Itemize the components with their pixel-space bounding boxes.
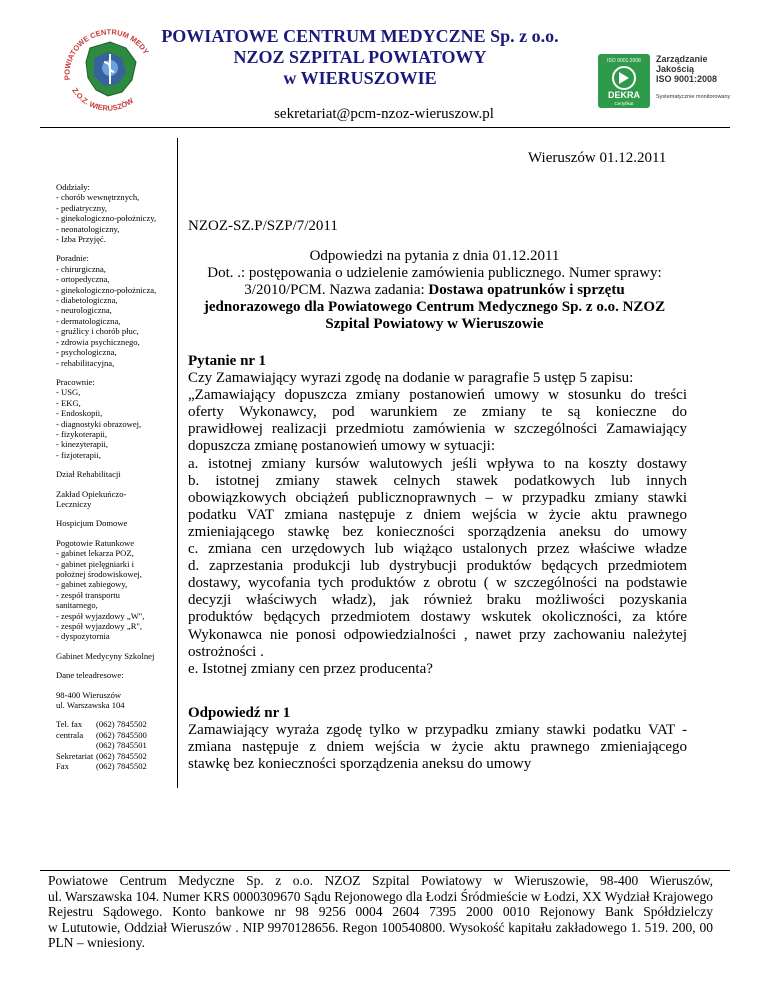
- heading-line-3: [182, 282, 687, 299]
- list-line: - zespół wyjazdowy „R",: [56, 621, 143, 632]
- contact-label: Dane teleadresowe:: [56, 670, 124, 681]
- text-line: PLN – wniesiony.: [48, 935, 145, 951]
- contact-label: Fax: [56, 761, 69, 772]
- list-line: - gabinet lekarza POZ,: [56, 548, 134, 559]
- text-line: dopuszcza zmianę postanowień umowy w sytuacji:: [188, 438, 496, 455]
- text-line: d. zaprzestania produkcji lub dystrybucji produktów będących przedmiotem: [188, 558, 687, 575]
- emergency-list: [56, 538, 174, 642]
- text-line: stawkę bez konieczności sporządzenia aneksu do umowy: [188, 756, 532, 772]
- footer-divider: [40, 870, 730, 871]
- question-1-body: [188, 370, 687, 678]
- cert-line-4: Systematycznie monitorowany: [656, 94, 731, 100]
- text-line: zmieniającego stawkę bez konieczności sporządzenia aneksu do umowy: [188, 523, 687, 540]
- clinics-list: [56, 253, 174, 367]
- list-line: - zespół transportu: [56, 589, 120, 600]
- list-line: Zakład Opiekuńczo-: [56, 488, 127, 499]
- list-line: - Endoskopii,: [56, 408, 103, 419]
- answer-1-title: Odpowiedź nr 1: [188, 705, 291, 721]
- list-line: - chorób wewnętrznych,: [56, 192, 140, 203]
- badge-bottom-text: Certyfikat: [614, 101, 634, 106]
- list-line: Pracownie:: [56, 376, 95, 387]
- text-line: Wykonawca nie ponosi odpowiedzialności , nawet przy zachowaniu należytej: [188, 626, 687, 643]
- list-line: - gabinet pielęgniarki i: [56, 558, 135, 569]
- text-line: dostawy, wycofania tych produktów z obrotu ( w szczególności na podstawie: [188, 575, 687, 592]
- contact-row: [56, 740, 174, 750]
- list-line: - dyspozytornia: [56, 631, 110, 642]
- list-line: położnej środowiskowej,: [56, 569, 142, 579]
- list-line: - ginekologiczno-położniczy,: [56, 213, 157, 224]
- list-line: - pediatryczny,: [56, 202, 107, 213]
- home-hospice: Hospicjum Domowe: [56, 518, 128, 529]
- list-line: ul. Warszawska 104: [56, 700, 125, 711]
- rehab-department: Dział Rehabilitacji: [56, 469, 121, 480]
- header-line-1: POWIATOWE CENTRUM MEDYCZNE Sp. z o.o.: [161, 26, 559, 46]
- footer-company-info: [48, 873, 713, 951]
- list-line: - neurologiczna,: [56, 305, 112, 316]
- list-line: - ginekologiczno-położnicza,: [56, 284, 157, 295]
- list-line: Pogotowie Ratunkowe: [56, 537, 135, 548]
- list-line: - diabetologiczna,: [56, 295, 118, 306]
- text-line: c. zmiana cen urzędowych lub wiążąco ustalonych przez właściwe władze: [188, 541, 687, 558]
- contact-number: (062) 7845502: [96, 761, 147, 772]
- text-line: b. istotnej zmiany stawek celnych stawek podatkowych lub innych: [188, 472, 687, 489]
- header-line-3: w WIERUSZOWIE: [283, 68, 437, 88]
- list-line: Poradnie:: [56, 253, 89, 264]
- left-info-column: [56, 182, 174, 781]
- answers-heading: [182, 248, 687, 333]
- care-facility: [56, 489, 174, 510]
- contact-row: [56, 751, 174, 761]
- list-line: - fizjoterapii,: [56, 449, 101, 460]
- contact-number: (062) 7845502: [96, 719, 147, 730]
- text-line: Rejestru Sądowego. Konto bankowe nr 98 9256 0004 2604 7395 2000 0010 Rejonowy Bank Spółdzielczy: [48, 904, 713, 920]
- text-line: podatku VAT zmiana następuje z dniem wejścia w życie aktu prawnego: [188, 506, 687, 523]
- text-line: prawidłowej realizacji przedmiotu zamówienia w szczególności Zamawiający: [188, 421, 687, 438]
- question-1-title: Pytanie nr 1: [188, 353, 267, 369]
- contact-row: [56, 730, 174, 740]
- case-reference: NZOZ-SZ.P/SZP/7/2011: [188, 218, 338, 234]
- contact-number: (062) 7845501: [96, 740, 147, 751]
- text-line: Czy Zamawiający wyrazi zgodę na dodanie w paragrafie 5 ustęp 5 zapisu:: [188, 370, 634, 387]
- list-line: 98-400 Wieruszów: [56, 689, 122, 700]
- logo-arc-text-bottom: Z.O.Z. WIERUSZÓW: [70, 86, 136, 113]
- list-line: Oddziały:: [56, 182, 90, 192]
- text-line: a. istotnej zmiany kursów walutowych jeśli wpływa to na koszty dostawy: [188, 455, 687, 472]
- list-line: - neonatologiczny,: [56, 223, 120, 234]
- text-line: ul. Warszawska 104. Numer KRS 0000309670 Sądu Rejonowego dla Łodzi Śródmieście w Łodzi, XX Wydział Krajowego: [48, 888, 713, 904]
- heading-line-2: Dot. .: postępowania o udzielenie zamówienia publicznego. Numer sprawy:: [207, 265, 662, 281]
- heading-line-1: Odpowiedzi na pytania z dnia 01.12.2011: [309, 248, 560, 264]
- list-line: sanitarnego,: [56, 600, 98, 611]
- heading-line-5: Szpital Powiatowy w Wieruszowie: [325, 316, 544, 332]
- contact-label: centrala: [56, 729, 84, 740]
- text-line: zmiana następuje z dniem wejścia w życie aktu prawnego zmieniającego: [188, 739, 687, 755]
- heading-line-3-normal: 3/2010/PCM. Nazwa zadania:: [244, 282, 429, 298]
- postal-address: [56, 690, 174, 711]
- contact-number: (062) 7845502: [96, 750, 147, 761]
- text-line: e. Istotnej zmiany cen przez producenta?: [188, 660, 433, 677]
- iso-certification-logo: [596, 52, 746, 112]
- list-line: - gruźlicy i chorób płuc,: [56, 326, 139, 337]
- list-line: - zespół wyjazdowy „W",: [56, 610, 145, 621]
- answer-1: [188, 705, 687, 773]
- logo-arc-text-top: POWIATOWE CENTRUM MEDY: [62, 27, 151, 81]
- list-line: - EKG,: [56, 397, 81, 408]
- contact-label: Sekretariat: [56, 750, 94, 761]
- answer-1-body: [188, 722, 687, 773]
- text-line: ostrożności .: [188, 643, 264, 660]
- cert-line-3: ISO 9001:2008: [656, 74, 718, 84]
- list-line: - USG,: [56, 387, 81, 398]
- hospital-header: [150, 26, 570, 89]
- text-line: obowiązkowych obciążeń publicznoprawnych – w przypadku zmiany stawki: [188, 489, 687, 506]
- labs-list: [56, 377, 174, 460]
- list-line: - dermatologiczna,: [56, 315, 121, 326]
- phone-list: [56, 719, 174, 771]
- contact-row: [56, 719, 174, 729]
- list-line: - kinezyterapii,: [56, 439, 109, 450]
- email-address: sekretariat@pcm-nzoz-wieruszow.pl: [274, 106, 494, 122]
- task-name-bold: Dostawa opatrunków i sprzętu: [428, 282, 625, 298]
- list-line: - psychologiczna,: [56, 347, 117, 358]
- list-line: - gabinet zabiegowy,: [56, 579, 128, 590]
- list-line: - zdrowia psychicznego,: [56, 336, 140, 347]
- column-divider: [177, 138, 178, 788]
- text-line: Powiatowe Centrum Medyczne Sp. z o.o. NZOZ Szpital Powiatowy w Wieruszowie, 98-400 Wieruszów,: [48, 873, 713, 888]
- cert-line-1: Zarządzanie: [656, 54, 708, 64]
- departments-list: [56, 182, 174, 244]
- badge-top-text: ISO 9001:2008: [607, 58, 641, 64]
- list-line: - diagnostyki obrazowej,: [56, 418, 142, 429]
- header-divider: [40, 127, 730, 128]
- contact-number: (062) 7845500: [96, 729, 147, 740]
- list-line: - ortopedyczna,: [56, 274, 110, 285]
- text-line: produktów będących przedmiotem dostawy wskutek okoliczności, za które: [188, 609, 687, 626]
- text-line: oferty Wykonawcy, pod warunkiem ze zmiany te są konieczne do: [188, 404, 687, 421]
- school-clinic: Gabinet Medycyny Szkolnej: [56, 650, 155, 661]
- list-line: - Izba Przyjęć.: [56, 234, 106, 245]
- list-line: - rehabilitacyjna,: [56, 357, 115, 368]
- header-line-2: NZOZ SZPITAL POWIATOWY: [233, 47, 487, 67]
- document-date: Wieruszów 01.12.2011: [528, 150, 667, 166]
- list-line: - fizykoterapii,: [56, 428, 108, 439]
- dekra-badge-text: DEKRA: [607, 90, 641, 100]
- cert-line-2: Jakością: [656, 64, 695, 74]
- text-line: Zamawiający wyraża zgodę tylko w przypadku zmiany stawki podatku VAT -: [188, 722, 687, 738]
- heading-line-4: jednorazowego dla Powiatowego Centrum Medycznego Sp. z o.o. NZOZ: [203, 299, 666, 315]
- contact-label: Tel. fax: [56, 719, 83, 730]
- list-line: - chirurgiczna,: [56, 263, 106, 274]
- contact-row: [56, 761, 174, 771]
- contact-label: [56, 740, 96, 750]
- text-line: decyzji właściwych władz), jak również braku możliwości pozyskania: [188, 592, 687, 609]
- text-line: „Zamawiający dopuszcza zmiany postanowień umowy w stosunku do treści: [188, 387, 687, 404]
- list-line: Leczniczy: [56, 498, 92, 509]
- hospital-logo: [52, 18, 162, 118]
- question-1: [188, 353, 687, 678]
- text-line: w Lututowie, Oddział Wieruszów . NIP 9970128656. Regon 100540800. Wysokość kapitału zakładowego 1. 519. 200, 00: [48, 919, 713, 935]
